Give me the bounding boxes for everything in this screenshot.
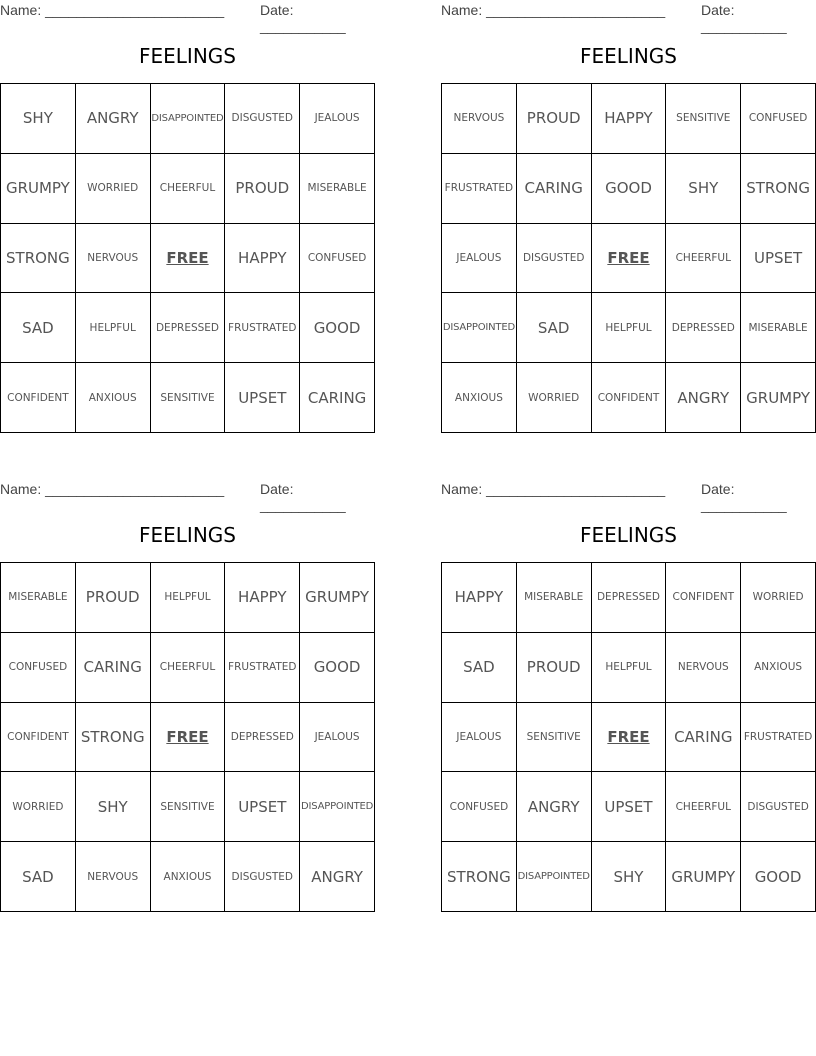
- name-field-label: Name: _______________________: [0, 481, 225, 497]
- date-field-label: Date: ___________: [701, 481, 787, 513]
- bingo-cell: GRUMPY: [1, 154, 76, 224]
- bingo-cell: CONFUSED: [300, 224, 375, 294]
- bingo-cell: SENSITIVE: [151, 363, 226, 433]
- bingo-cell: ANXIOUS: [76, 363, 151, 433]
- bingo-grid: [0, 83, 375, 433]
- bingo-cell: DISAPPOINTED: [517, 842, 592, 912]
- name-date-row: [0, 2, 375, 34]
- bingo-cell: GOOD: [592, 154, 667, 224]
- bingo-cell: CONFUSED: [442, 772, 517, 842]
- bingo-cell: MISERABLE: [1, 563, 76, 633]
- bingo-cell: HELPFUL: [151, 563, 226, 633]
- bingo-cell: CARING: [76, 633, 151, 703]
- bingo-cell: STRONG: [76, 703, 151, 773]
- bingo-cell: CONFUSED: [741, 84, 816, 154]
- bingo-cell: GRUMPY: [741, 363, 816, 433]
- bingo-cell: FRUSTRATED: [225, 633, 300, 703]
- bingo-cell: CONFUSED: [1, 633, 76, 703]
- bingo-cell: STRONG: [442, 842, 517, 912]
- bingo-cell: DEPRESSED: [225, 703, 300, 773]
- bingo-cell: PROUD: [76, 563, 151, 633]
- bingo-card: [441, 479, 816, 914]
- bingo-cell: CONFIDENT: [592, 363, 667, 433]
- free-space-cell: FREE: [151, 703, 226, 773]
- bingo-cell: CHEERFUL: [666, 772, 741, 842]
- name-date-row: [441, 481, 816, 513]
- bingo-cell: SHY: [1, 84, 76, 154]
- bingo-cell: NERVOUS: [76, 842, 151, 912]
- free-space-cell: FREE: [592, 703, 667, 773]
- bingo-cell: DISAPPOINTED: [442, 293, 517, 363]
- bingo-cell: ANGRY: [666, 363, 741, 433]
- bingo-cell: DEPRESSED: [666, 293, 741, 363]
- bingo-cell: CARING: [666, 703, 741, 773]
- bingo-cell: FRUSTRATED: [225, 293, 300, 363]
- bingo-cell: GOOD: [300, 633, 375, 703]
- bingo-cell: FRUSTRATED: [442, 154, 517, 224]
- bingo-cell: GRUMPY: [300, 563, 375, 633]
- card-title: FEELINGS: [580, 523, 677, 547]
- bingo-cell: CHEERFUL: [151, 154, 226, 224]
- bingo-cell: NERVOUS: [666, 633, 741, 703]
- bingo-cell: ANXIOUS: [741, 633, 816, 703]
- bingo-cell: PROUD: [517, 633, 592, 703]
- bingo-cell: HELPFUL: [76, 293, 151, 363]
- bingo-card: [0, 479, 375, 914]
- bingo-cell: SENSITIVE: [666, 84, 741, 154]
- bingo-grid: [441, 562, 816, 912]
- bingo-cell: SHY: [76, 772, 151, 842]
- bingo-cell: WORRIED: [1, 772, 76, 842]
- bingo-card: [0, 0, 375, 435]
- free-space-cell: FREE: [151, 224, 226, 294]
- bingo-cell: ANGRY: [76, 84, 151, 154]
- bingo-grid: [0, 562, 375, 912]
- bingo-cell: HELPFUL: [592, 293, 667, 363]
- bingo-cell: GRUMPY: [666, 842, 741, 912]
- bingo-cell: DEPRESSED: [592, 563, 667, 633]
- bingo-cell: STRONG: [1, 224, 76, 294]
- bingo-cell: SAD: [442, 633, 517, 703]
- bingo-cell: CHEERFUL: [666, 224, 741, 294]
- bingo-cell: CARING: [517, 154, 592, 224]
- bingo-cell: MISERABLE: [300, 154, 375, 224]
- card-title: FEELINGS: [139, 523, 236, 547]
- bingo-cell: WORRIED: [741, 563, 816, 633]
- name-field-label: Name: _______________________: [0, 2, 225, 18]
- card-title: FEELINGS: [139, 44, 236, 68]
- bingo-cell: SAD: [1, 293, 76, 363]
- bingo-cell: NERVOUS: [76, 224, 151, 294]
- bingo-cell: DISGUSTED: [225, 842, 300, 912]
- bingo-cell: CHEERFUL: [151, 633, 226, 703]
- bingo-cell: MISERABLE: [741, 293, 816, 363]
- bingo-cell: NERVOUS: [442, 84, 517, 154]
- bingo-cell: PROUD: [517, 84, 592, 154]
- bingo-cell: CONFIDENT: [1, 703, 76, 773]
- bingo-cell: WORRIED: [76, 154, 151, 224]
- bingo-cell: DISGUSTED: [517, 224, 592, 294]
- bingo-cell: SAD: [1, 842, 76, 912]
- bingo-cell: CONFIDENT: [1, 363, 76, 433]
- bingo-cell: CARING: [300, 363, 375, 433]
- bingo-cell: ANXIOUS: [151, 842, 226, 912]
- bingo-cell: CONFIDENT: [666, 563, 741, 633]
- bingo-cell: HAPPY: [592, 84, 667, 154]
- bingo-cell: HELPFUL: [592, 633, 667, 703]
- bingo-cell: UPSET: [741, 224, 816, 294]
- bingo-cell: DEPRESSED: [151, 293, 226, 363]
- bingo-cell: SENSITIVE: [517, 703, 592, 773]
- bingo-cell: SHY: [666, 154, 741, 224]
- bingo-cell: HAPPY: [225, 563, 300, 633]
- bingo-card: [441, 0, 816, 435]
- bingo-cell: UPSET: [592, 772, 667, 842]
- bingo-cell: HAPPY: [442, 563, 517, 633]
- name-field-label: Name: _______________________: [441, 481, 666, 497]
- bingo-cell: UPSET: [225, 772, 300, 842]
- bingo-cell: DISGUSTED: [741, 772, 816, 842]
- bingo-cell: GOOD: [741, 842, 816, 912]
- bingo-cell: DISGUSTED: [225, 84, 300, 154]
- free-space-cell: FREE: [592, 224, 667, 294]
- name-field-label: Name: _______________________: [441, 2, 666, 18]
- name-date-row: [0, 481, 375, 513]
- bingo-cell: GOOD: [300, 293, 375, 363]
- bingo-cell: SAD: [517, 293, 592, 363]
- date-field-label: Date: ___________: [701, 2, 787, 34]
- bingo-cell: HAPPY: [225, 224, 300, 294]
- bingo-cell: STRONG: [741, 154, 816, 224]
- bingo-cell: JEALOUS: [442, 703, 517, 773]
- bingo-cell: MISERABLE: [517, 563, 592, 633]
- bingo-cell: ANXIOUS: [442, 363, 517, 433]
- bingo-cell: DISAPPOINTED: [300, 772, 375, 842]
- date-field-label: Date: ___________: [260, 2, 346, 34]
- bingo-cell: WORRIED: [517, 363, 592, 433]
- bingo-cell: UPSET: [225, 363, 300, 433]
- bingo-grid: [441, 83, 816, 433]
- bingo-cell: JEALOUS: [300, 703, 375, 773]
- bingo-cell: DISAPPOINTED: [151, 84, 226, 154]
- bingo-cell: ANGRY: [300, 842, 375, 912]
- name-date-row: [441, 2, 816, 34]
- bingo-cell: SHY: [592, 842, 667, 912]
- bingo-cell: FRUSTRATED: [741, 703, 816, 773]
- bingo-cell: PROUD: [225, 154, 300, 224]
- bingo-cell: JEALOUS: [300, 84, 375, 154]
- bingo-cell: SENSITIVE: [151, 772, 226, 842]
- bingo-cell: JEALOUS: [442, 224, 517, 294]
- card-title: FEELINGS: [580, 44, 677, 68]
- bingo-cell: ANGRY: [517, 772, 592, 842]
- date-field-label: Date: ___________: [260, 481, 346, 513]
